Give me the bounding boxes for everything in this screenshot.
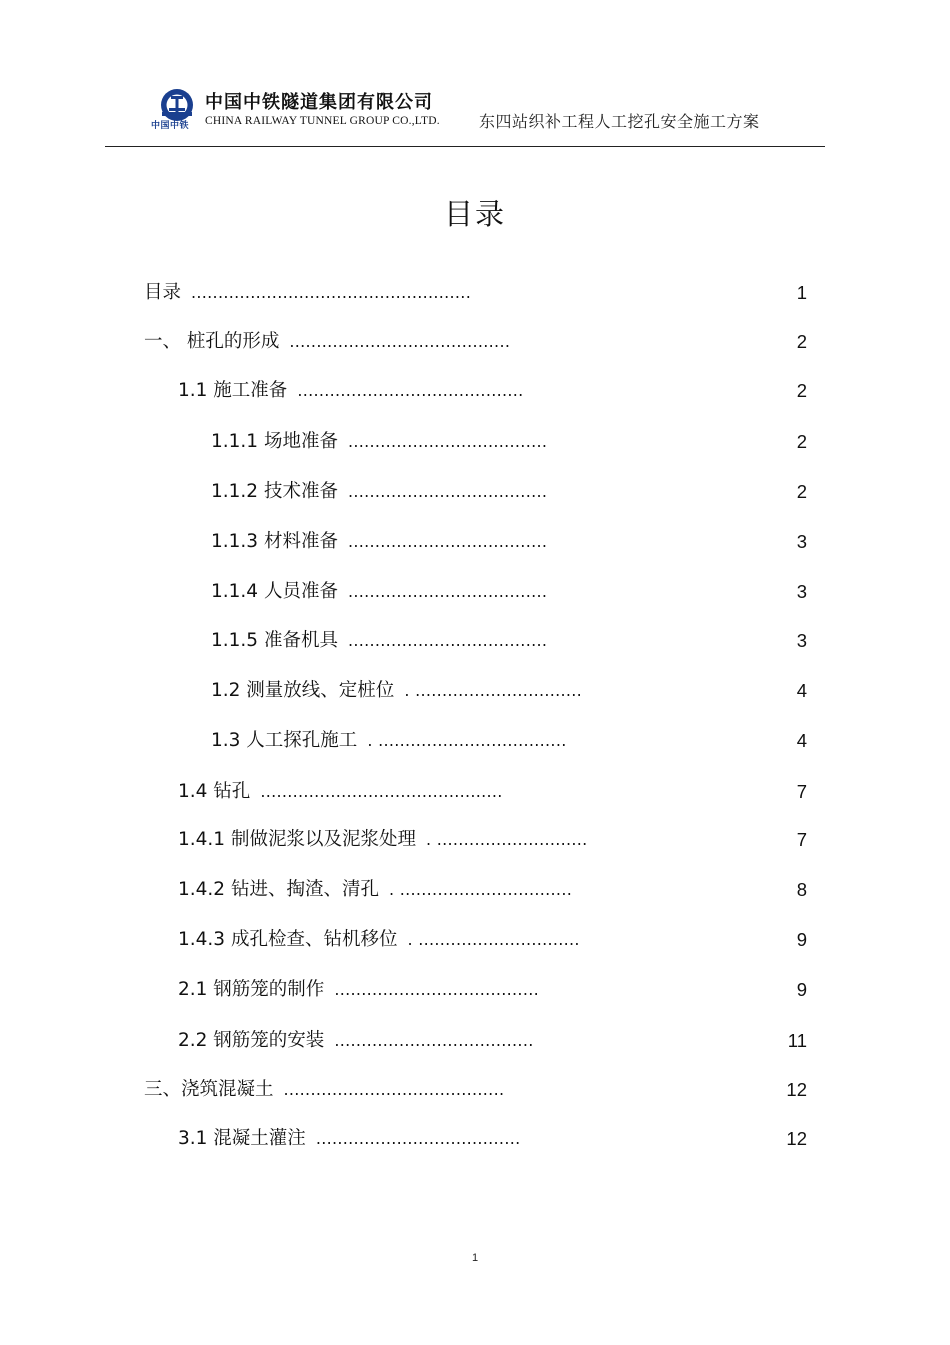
toc-entry-label: 1.4 钻孔 (178, 781, 251, 802)
toc-entry-label: 1.4.2 钻进、掏渣、清孔 (178, 879, 379, 900)
toc-entry-leader: . .............................. (407, 930, 580, 949)
toc-entry-leader: .................................................... (191, 283, 472, 302)
toc-entry[interactable] (211, 579, 547, 605)
toc-entry-leader: . ................................ (388, 880, 573, 899)
toc-entry-leader: ..................................... (347, 582, 548, 601)
toc-entry-page: 2 (796, 431, 807, 452)
toc-entry-page: 1 (796, 282, 807, 303)
toc-entry-page: 2 (796, 481, 807, 502)
toc-entry[interactable] (178, 877, 572, 903)
toc-entry[interactable] (211, 678, 582, 704)
toc-entry-leader: ..................................... (347, 432, 548, 451)
toc-entry-label: 1.1.4 人员准备 (211, 581, 338, 602)
toc-entry-label: 1.1.2 技术准备 (211, 481, 338, 502)
toc-entry-leader: ...................................... (315, 1129, 521, 1148)
toc-entry-page: 3 (796, 581, 807, 602)
toc-entry-label: 1.1.5 准备机具 (211, 630, 338, 651)
company-name-cn: 中国中铁隧道集团有限公司 (205, 92, 433, 113)
toc-entry-leader: ..................................... (334, 1031, 534, 1050)
toc-entry-label: 2.2 钢筋笼的安装 (178, 1030, 325, 1051)
toc-entry[interactable] (178, 977, 539, 1003)
toc-entry-page: 2 (796, 380, 807, 401)
toc-entry-page: 9 (796, 979, 807, 1000)
toc-entry-label: 1.1 施工准备 (178, 380, 288, 401)
toc-entry[interactable] (211, 628, 547, 654)
toc-entry[interactable] (178, 1028, 534, 1054)
toc-entry-leader: ..................................... (347, 532, 548, 551)
toc-entry-page: 3 (796, 630, 807, 651)
toc-entry[interactable] (211, 529, 547, 555)
toc-entry-page: 4 (796, 680, 807, 701)
toc-entry[interactable] (211, 429, 547, 455)
toc-entry-label: 三、浇筑混凝土 (144, 1079, 274, 1100)
toc-entry-page: 7 (796, 829, 807, 850)
toc-entry-label: 1.4.3 成孔检查、钻机移位 (178, 929, 398, 950)
toc-entry[interactable] (178, 927, 580, 953)
toc-entry-page: 4 (796, 730, 807, 751)
logo-caption: 中国中铁 (151, 121, 190, 131)
toc-heading: 目录 (443, 197, 506, 231)
company-name-en: CHINA RAILWAY TUNNEL GROUP CO.,LTD. (205, 115, 440, 127)
toc-entry[interactable] (178, 779, 503, 805)
toc-entry[interactable] (144, 329, 510, 355)
document-title: 东四站织补工程人工挖孔安全施工方案 (479, 112, 760, 131)
toc-entry-leader: ..................................... (347, 631, 548, 650)
toc-entry-label: 1.1.1 场地准备 (211, 431, 338, 452)
toc-entry-page: 8 (796, 879, 807, 900)
toc-entry[interactable] (144, 280, 471, 306)
toc-entry-label: 3.1 混凝土灌注 (178, 1128, 306, 1149)
toc-entry[interactable] (211, 728, 567, 754)
toc-entry-leader: . ................................... (367, 731, 567, 750)
toc-entry-label: 目录 (144, 282, 182, 303)
toc-entry-label: 1.2 测量放线、定桩位 (211, 680, 395, 701)
toc-entry-page: 12 (786, 1128, 807, 1149)
toc-entry[interactable] (178, 827, 588, 853)
toc-entry-leader: ......................................... (289, 332, 511, 351)
toc-entry-label: 1.1.3 材料准备 (211, 531, 338, 552)
toc-entry-leader: ..................................... (347, 482, 548, 501)
toc-entry[interactable] (144, 1077, 504, 1103)
toc-entry-leader: .......................................... (297, 381, 524, 400)
page-number: 1 (471, 1252, 479, 1264)
toc-entry-leader: ......................................... (283, 1080, 505, 1099)
toc-entry[interactable] (178, 378, 524, 404)
toc-entry-leader: ............................................. (260, 782, 503, 801)
toc-entry-label: 一、 桩孔的形成 (144, 331, 280, 352)
toc-entry-label: 1.4.1 制做泥浆以及泥浆处理 (178, 829, 416, 850)
toc-entry-page: 2 (796, 331, 807, 352)
toc-entry-leader: ...................................... (334, 980, 539, 999)
toc-entry-page: 11 (787, 1030, 807, 1051)
toc-entry-label: 2.1 钢筋笼的制作 (178, 979, 325, 1000)
toc-entry-page: 3 (796, 531, 807, 552)
toc-entry-leader: . ............................ (425, 830, 588, 849)
toc-entry-page: 7 (796, 781, 807, 802)
toc-entry[interactable] (178, 1126, 520, 1152)
toc-entry-page: 9 (796, 929, 807, 950)
toc-entry-leader: . ............................... (404, 681, 583, 700)
toc-entry-label: 1.3 人工探孔施工 (211, 730, 358, 751)
toc-entry-page: 12 (786, 1079, 807, 1100)
toc-entry[interactable] (211, 479, 547, 505)
